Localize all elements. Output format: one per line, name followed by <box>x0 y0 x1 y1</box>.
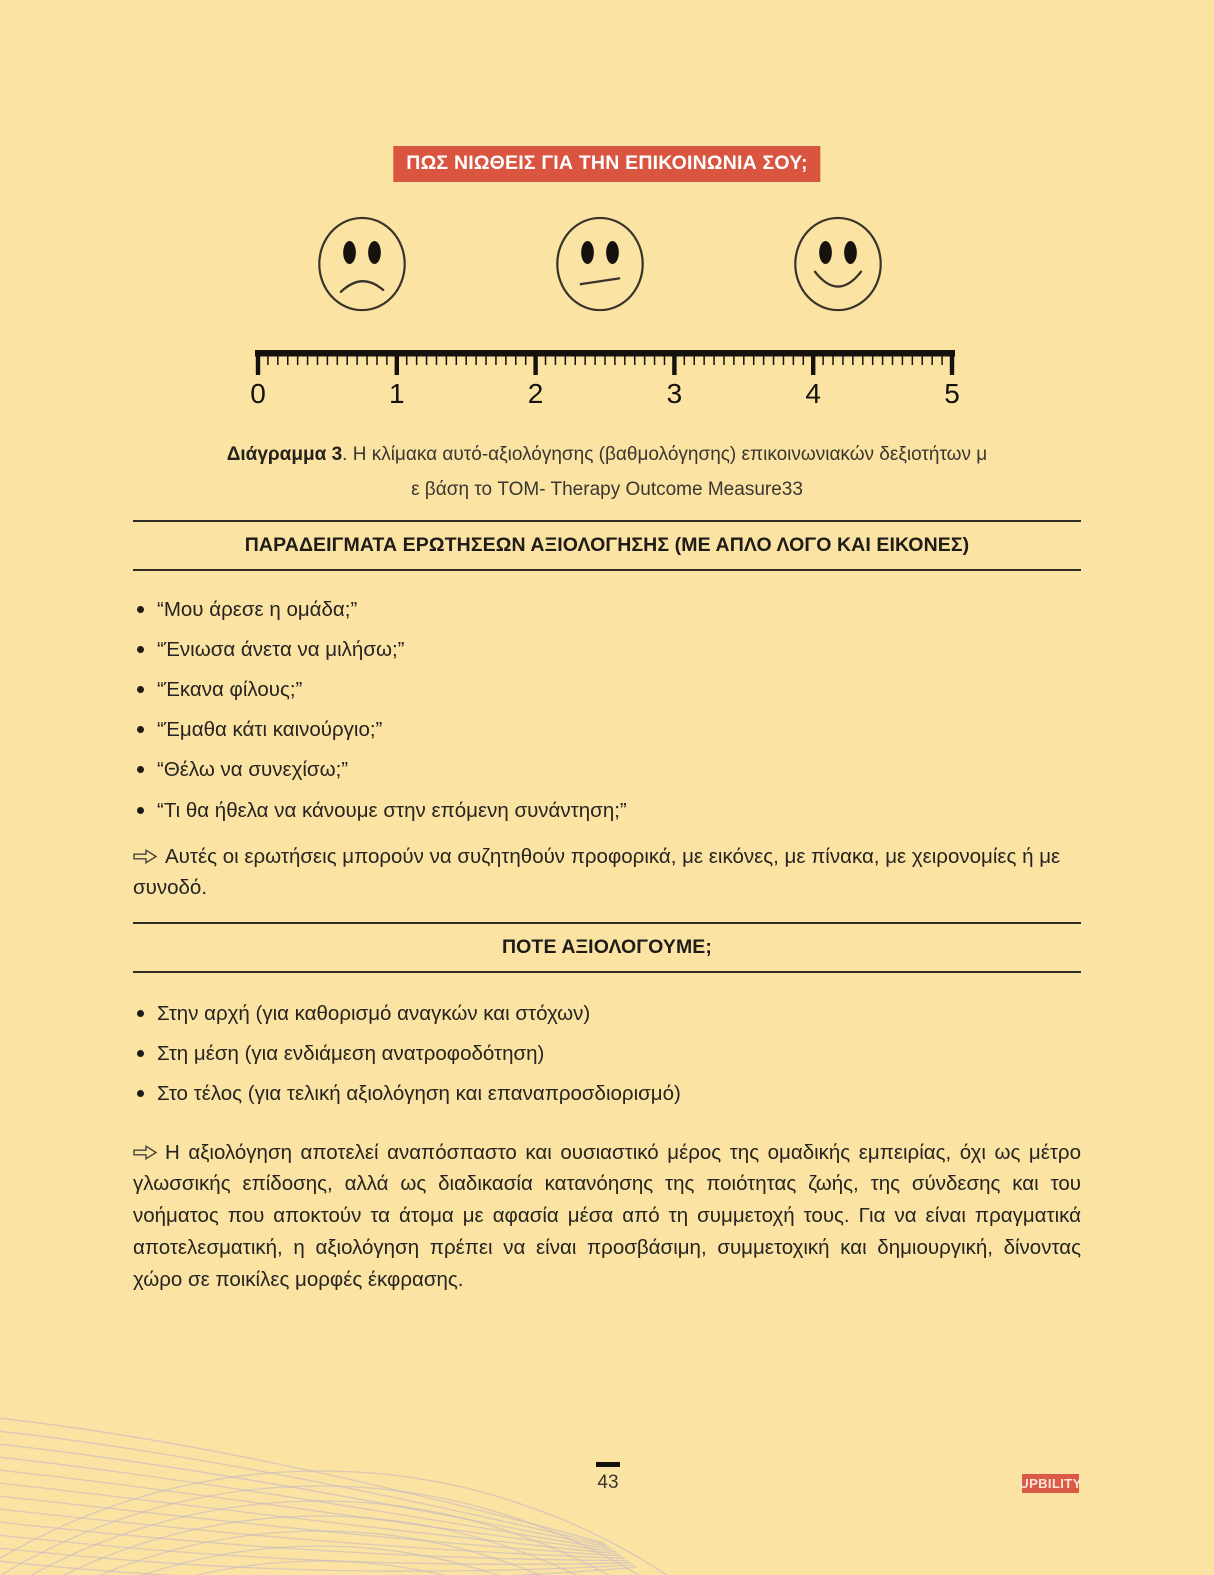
figure-caption-line2: ε βάση το TOM- Therapy Outcome Measure33 <box>411 479 803 501</box>
bullet-dot-icon <box>137 766 144 773</box>
section-when <box>133 922 1081 1295</box>
sad-face-icon <box>314 212 410 316</box>
svg-text:0: 0 <box>250 378 266 409</box>
note-text: Αυτές οι ερωτήσεις μπορούν να συζητηθούν προφορικά, με εικόνες, με πίνακα, με χειρονομίες ή με συνοδό. <box>133 844 1061 900</box>
list-item <box>133 1039 1081 1068</box>
note-text: Η αξιολόγηση αποτελεί αναπόσπαστο και ουσιαστικό μέρος της ομαδικής εμπειρίας, όχι ως μέτρο γλωσσικής επίδοσης, αλλά ως διαδικασία κατανόησης της ποιότητας ζωής, της σύνδεσης και του νοήματος που αποκτούν τα άτομα με αφασία μέσα από τη συμμετοχή τους. Για να είναι πραγματικά αποτελεσματική, η αξιολόγηση πρέπει να είναι προσβάσιμη, συμμετοχική και δημιουργική, δίνοντας χώρο σε ποικίλες μορφές έκφρασης. <box>133 1140 1081 1291</box>
faces-row <box>314 212 886 316</box>
bullet-dot-icon <box>137 646 144 653</box>
figure-caption-line1 <box>227 444 988 465</box>
bullet-dot-icon <box>137 807 144 814</box>
bullet-list <box>133 595 1081 825</box>
section-header: ΠΑΡΑΔΕΙΓΜΑΤΑ ΕΡΩΤΗΣΕΩΝ ΑΞΙΟΛΟΓΗΣΗΣ (ΜΕ ΑΠΛΟ ΛΟΓΟ ΚΑΙ ΕΙΚΟΝΕΣ) <box>133 520 1081 571</box>
figure-caption-label: Διάγραμμα 3 <box>226 444 343 465</box>
figure-banner-title: ΠΩΣ ΝΙΩΘΕΙΣ ΓΙΑ ΤΗΝ ΕΠΙΚΟΙΝΩΝΙΑ ΣΟΥ; <box>393 146 820 182</box>
page-content <box>133 520 1081 1295</box>
bullet-dot-icon <box>137 686 144 693</box>
svg-text:4: 4 <box>805 378 821 409</box>
list-item-text: Στο τέλος (για τελική αξιολόγηση και επαναπροσδιορισμό) <box>157 1082 681 1106</box>
section-header: ΠΟΤΕ ΑΞΙΟΛΟΓΟΥΜΕ; <box>133 922 1081 973</box>
bullet-list <box>133 999 1081 1108</box>
list-item-text: “Έκανα φίλους;” <box>157 678 303 702</box>
list-item <box>133 755 1081 784</box>
arrow-right-icon <box>133 849 157 864</box>
neutral-face-icon <box>552 212 648 316</box>
list-item <box>133 796 1081 825</box>
bullet-dot-icon <box>137 1090 144 1097</box>
list-item-text: Στην αρχή (για καθορισμό αναγκών και στόχων) <box>157 1002 591 1026</box>
list-item <box>133 635 1081 664</box>
footer-rule <box>596 1462 620 1467</box>
figure-caption-text: . Η κλίμακα αυτό-αξιολόγησης (βαθμολόγησης) επικοινωνιακών δεξιοτήτων μ <box>342 444 988 465</box>
list-item <box>133 715 1081 744</box>
svg-text:5: 5 <box>944 378 960 409</box>
note-paragraph <box>133 1137 1081 1296</box>
note-paragraph <box>133 841 1081 905</box>
arrow-right-icon <box>133 1145 157 1160</box>
bullet-dot-icon <box>137 1010 144 1017</box>
rating-scale-ruler <box>250 350 960 409</box>
bullet-dot-icon <box>137 606 144 613</box>
happy-face-icon <box>790 212 886 316</box>
list-item <box>133 1079 1081 1108</box>
svg-text:2: 2 <box>527 378 544 409</box>
svg-text:1: 1 <box>389 378 405 409</box>
list-item-text: “Τι θα ήθελα να κάνουμε στην επόμενη συνάντηση;” <box>157 798 627 822</box>
upbility-logo: UPBILITY <box>1019 1476 1082 1491</box>
list-item <box>133 675 1081 704</box>
section-examples <box>133 520 1081 904</box>
list-item-text: “Έμαθα κάτι καινούργιο;” <box>157 718 383 742</box>
bullet-dot-icon <box>137 1050 144 1057</box>
svg-text:3: 3 <box>666 378 683 409</box>
list-item-text: “Μου άρεσε η ομάδα;” <box>157 598 358 621</box>
bullet-dot-icon <box>137 726 144 733</box>
list-item-text: Στη μέση (για ενδιάμεση ανατροφοδότηση) <box>157 1042 545 1066</box>
list-item-text: “Ένιωσα άνετα να μιλήσω;” <box>157 638 405 662</box>
page-number: 43 <box>597 1472 619 1493</box>
figure-caption <box>133 437 1081 507</box>
list-item-text: “Θέλω να συνεχίσω;” <box>157 758 349 782</box>
list-item <box>133 595 1081 624</box>
list-item <box>133 999 1081 1028</box>
